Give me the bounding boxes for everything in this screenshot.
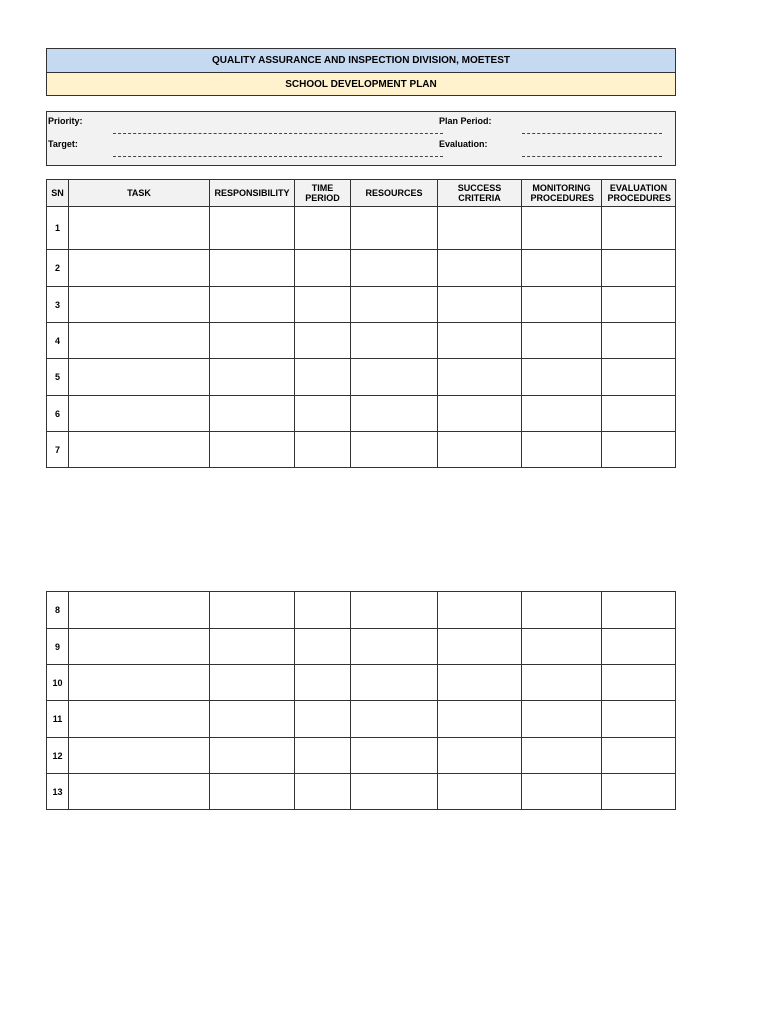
evaluation-cell[interactable]: [602, 665, 676, 701]
time-period-cell[interactable]: [295, 738, 351, 774]
evaluation-cell[interactable]: [602, 592, 676, 629]
col-header-evaluation-text: EVALUATION PROCEDURES: [607, 183, 672, 203]
time-period-cell[interactable]: [295, 287, 351, 323]
resources-cell[interactable]: [351, 396, 438, 432]
task-cell[interactable]: [69, 665, 210, 701]
evaluation-cell[interactable]: [602, 629, 676, 665]
time-period-cell[interactable]: [295, 774, 351, 810]
time-period-cell[interactable]: [295, 629, 351, 665]
responsibility-cell[interactable]: [210, 629, 295, 665]
table-row: [47, 432, 676, 468]
monitoring-cell[interactable]: [522, 432, 602, 468]
evaluation-cell[interactable]: [602, 432, 676, 468]
priority-field[interactable]: [113, 133, 443, 134]
row-number: 4: [47, 323, 69, 359]
table-row: [47, 396, 676, 432]
row-number: 12: [47, 738, 69, 774]
table-header-row: [47, 180, 676, 207]
evaluation-cell[interactable]: [602, 207, 676, 250]
table-row: [47, 701, 676, 738]
success-criteria-cell[interactable]: [438, 774, 522, 810]
table-row: [47, 207, 676, 250]
monitoring-cell[interactable]: [522, 629, 602, 665]
row-number: 10: [47, 665, 69, 701]
task-cell[interactable]: [69, 207, 210, 250]
monitoring-cell[interactable]: [522, 665, 602, 701]
plan-period-field[interactable]: [522, 133, 662, 134]
monitoring-cell[interactable]: [522, 738, 602, 774]
resources-cell[interactable]: [351, 207, 438, 250]
monitoring-cell[interactable]: [522, 207, 602, 250]
resources-cell[interactable]: [351, 701, 438, 738]
success-criteria-cell[interactable]: [438, 738, 522, 774]
time-period-cell[interactable]: [295, 432, 351, 468]
monitoring-cell[interactable]: [522, 701, 602, 738]
task-cell[interactable]: [69, 323, 210, 359]
success-criteria-cell[interactable]: [438, 432, 522, 468]
time-period-cell[interactable]: [295, 396, 351, 432]
evaluation-field[interactable]: [522, 156, 662, 157]
row-number: 13: [47, 774, 69, 810]
time-period-cell[interactable]: [295, 359, 351, 396]
monitoring-cell[interactable]: [522, 359, 602, 396]
time-period-cell[interactable]: [295, 207, 351, 250]
row-number: 11: [47, 701, 69, 738]
responsibility-cell[interactable]: [210, 665, 295, 701]
row-number: 5: [47, 359, 69, 396]
col-header-monitoring-text: MONITORING PROCEDURES: [530, 183, 595, 203]
evaluation-cell[interactable]: [602, 396, 676, 432]
time-period-cell[interactable]: [295, 592, 351, 629]
task-cell[interactable]: [69, 629, 210, 665]
col-header-sn: SN: [47, 180, 69, 207]
time-period-cell[interactable]: [295, 250, 351, 287]
success-criteria-cell[interactable]: [438, 592, 522, 629]
responsibility-cell[interactable]: [210, 207, 295, 250]
evaluation-cell[interactable]: [602, 359, 676, 396]
table-row: [47, 287, 676, 323]
task-cell[interactable]: [69, 738, 210, 774]
monitoring-cell[interactable]: [522, 250, 602, 287]
responsibility-cell[interactable]: [210, 359, 295, 396]
evaluation-label: Evaluation:: [439, 139, 488, 149]
task-cell[interactable]: [69, 774, 210, 810]
success-criteria-cell[interactable]: [438, 665, 522, 701]
plan-info-box: [46, 111, 676, 166]
responsibility-cell[interactable]: [210, 323, 295, 359]
plan-period-label: Plan Period:: [439, 116, 492, 126]
resources-cell[interactable]: [351, 774, 438, 810]
row-number: 9: [47, 629, 69, 665]
evaluation-cell[interactable]: [602, 738, 676, 774]
row-number: 8: [47, 592, 69, 629]
row-number: 3: [47, 287, 69, 323]
task-cell[interactable]: [69, 287, 210, 323]
resources-cell[interactable]: [351, 359, 438, 396]
success-criteria-cell[interactable]: [438, 629, 522, 665]
monitoring-cell[interactable]: [522, 774, 602, 810]
col-header-task: TASK: [69, 180, 210, 207]
plan-table-page-2: [46, 591, 676, 810]
col-header-success-criteria: SUCCESS CRITERIA: [438, 180, 522, 207]
target-label: Target:: [48, 139, 78, 149]
table-row: [47, 359, 676, 396]
plan-table-page-1: [46, 179, 676, 468]
row-number: 1: [47, 207, 69, 250]
row-number: 6: [47, 396, 69, 432]
table-row: [47, 774, 676, 810]
success-criteria-cell[interactable]: [438, 396, 522, 432]
responsibility-cell[interactable]: [210, 774, 295, 810]
resources-cell[interactable]: [351, 665, 438, 701]
col-header-monitoring: [522, 180, 602, 207]
evaluation-cell[interactable]: [602, 323, 676, 359]
resources-cell[interactable]: [351, 323, 438, 359]
task-cell[interactable]: [69, 701, 210, 738]
monitoring-cell[interactable]: [522, 396, 602, 432]
time-period-cell[interactable]: [295, 701, 351, 738]
col-header-time-period: [295, 180, 351, 207]
success-criteria-cell[interactable]: [438, 701, 522, 738]
task-cell[interactable]: [69, 359, 210, 396]
resources-cell[interactable]: [351, 738, 438, 774]
success-criteria-cell[interactable]: [438, 323, 522, 359]
table-row: [47, 629, 676, 665]
document-header: [46, 48, 676, 96]
responsibility-cell[interactable]: [210, 592, 295, 629]
time-period-cell[interactable]: [295, 665, 351, 701]
col-header-responsibility: RESPONSIBILITY: [210, 180, 295, 207]
responsibility-cell[interactable]: [210, 396, 295, 432]
monitoring-cell[interactable]: [522, 592, 602, 629]
success-criteria-cell[interactable]: [438, 287, 522, 323]
success-criteria-cell[interactable]: [438, 359, 522, 396]
evaluation-cell[interactable]: [602, 774, 676, 810]
table-row: [47, 665, 676, 701]
success-criteria-cell[interactable]: [438, 207, 522, 250]
col-header-resources: RESOURCES: [351, 180, 438, 207]
row-number: 7: [47, 432, 69, 468]
resources-cell[interactable]: [351, 287, 438, 323]
target-field[interactable]: [113, 156, 443, 157]
task-cell[interactable]: [69, 250, 210, 287]
responsibility-cell[interactable]: [210, 250, 295, 287]
success-criteria-cell[interactable]: [438, 250, 522, 287]
evaluation-cell[interactable]: [602, 250, 676, 287]
task-cell[interactable]: [69, 432, 210, 468]
row-number: 2: [47, 250, 69, 287]
responsibility-cell[interactable]: [210, 701, 295, 738]
table-row: [47, 323, 676, 359]
table-row: [47, 250, 676, 287]
division-title: QUALITY ASSURANCE AND INSPECTION DIVISION, MOETEST: [47, 49, 675, 73]
resources-cell[interactable]: [351, 592, 438, 629]
table-row: [47, 738, 676, 774]
col-header-evaluation: [602, 180, 676, 207]
task-cell[interactable]: [69, 396, 210, 432]
responsibility-cell[interactable]: [210, 287, 295, 323]
evaluation-cell[interactable]: [602, 701, 676, 738]
resources-cell[interactable]: [351, 629, 438, 665]
table-row: [47, 592, 676, 629]
col-header-time-period-text: TIME PERIOD: [305, 183, 340, 203]
resources-cell[interactable]: [351, 432, 438, 468]
plan-title: SCHOOL DEVELOPMENT PLAN: [47, 73, 675, 95]
priority-label: Priority:: [48, 116, 83, 126]
responsibility-cell[interactable]: [210, 738, 295, 774]
resources-cell[interactable]: [351, 250, 438, 287]
evaluation-cell[interactable]: [602, 287, 676, 323]
task-cell[interactable]: [69, 592, 210, 629]
monitoring-cell[interactable]: [522, 323, 602, 359]
responsibility-cell[interactable]: [210, 432, 295, 468]
time-period-cell[interactable]: [295, 323, 351, 359]
monitoring-cell[interactable]: [522, 287, 602, 323]
